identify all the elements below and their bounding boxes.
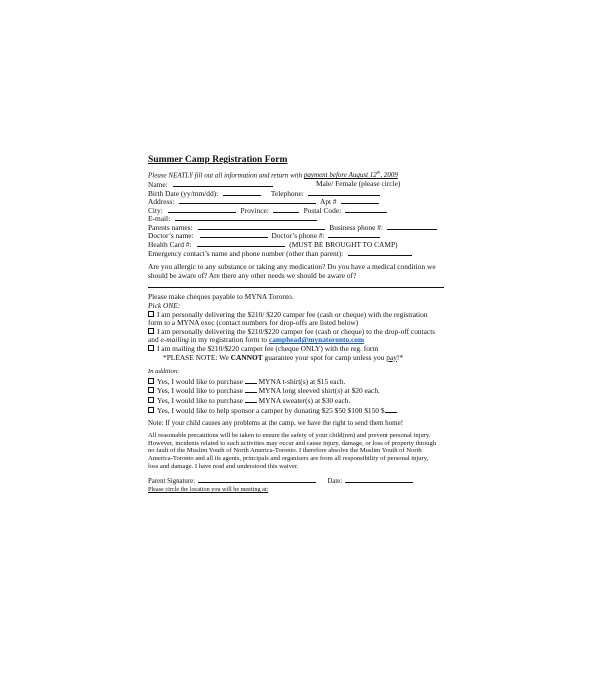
email-label: E-mail:	[148, 214, 171, 224]
cannot-emphasis: CANNOT	[230, 352, 263, 362]
name-row	[148, 180, 448, 189]
signature-row	[148, 476, 448, 485]
addon-sweater[interactable]	[148, 396, 448, 406]
telephone-field[interactable]	[308, 189, 380, 196]
checkbox-icon[interactable]	[148, 407, 154, 413]
emergency-row	[148, 249, 448, 258]
payment-option-2-text: I am personally delivering the $210/$220 camper fee (cash or cheque) to the drop-off contacts and	[148, 326, 436, 345]
pick-one-label: Pick ONE:	[148, 301, 181, 311]
parent-signature-label: Parent Signature:	[148, 477, 196, 485]
postal-code-label: Postal Code:	[303, 205, 342, 215]
birth-row	[148, 189, 448, 198]
parents-names-field[interactable]	[198, 223, 325, 230]
deadline-year: , 2009	[380, 171, 398, 180]
addon-tshirt-prefix: Yes, I would like to purchase	[157, 376, 245, 386]
please-note-suffix: !*	[396, 352, 404, 362]
checkbox-icon[interactable]	[148, 328, 154, 334]
please-note-mid: guarantee your spot for camp unless you	[262, 352, 387, 362]
instructions	[148, 169, 448, 180]
payment-option-2-suffix: in my registration form to	[188, 335, 269, 345]
medical-answer-field[interactable]	[148, 280, 444, 288]
doctor-name-label: Doctor’s name:	[148, 231, 194, 241]
name-field[interactable]	[173, 180, 273, 187]
health-card-field[interactable]	[197, 240, 285, 247]
addon-tshirt-suffix: MYNA t-shirt(s) at $15 each.	[256, 376, 346, 386]
checkbox-icon[interactable]	[148, 378, 154, 384]
long-sleeve-quantity-field[interactable]	[245, 386, 257, 393]
payment-option-3-text: I am mailing the $210/$220 camper fee (cheque ONLY) with the reg. form	[157, 344, 379, 354]
registration-form	[148, 155, 448, 495]
gender-label[interactable]: Male/ Female (please circle)	[316, 178, 401, 188]
checkbox-icon[interactable]	[148, 311, 154, 317]
address-label: Address:	[148, 197, 175, 207]
address-row	[148, 197, 448, 206]
doctor-row	[148, 231, 448, 240]
health-card-row	[148, 240, 448, 249]
payment-option-2[interactable]	[148, 328, 438, 345]
apt-field[interactable]	[341, 197, 379, 204]
health-card-label: Health Card #:	[148, 240, 192, 250]
doctor-phone-label: Doctor’s phone #:	[271, 231, 325, 241]
parents-names-label: Parents names:	[148, 222, 193, 232]
sweater-quantity-field[interactable]	[245, 396, 257, 403]
location-note: Please circle the location you will be meeting at:	[148, 486, 269, 494]
addon-sponsor-prefix: Yes, I would like to help sponsor a camper by donating $25 $50 $100 $150 $	[157, 405, 385, 415]
deadline-sup: th	[376, 170, 381, 175]
checkbox-icon[interactable]	[148, 345, 154, 351]
form-title: Summer Camp Registration Form	[148, 155, 288, 165]
in-addition-label: In addition:	[148, 368, 180, 376]
addon-sweater-suffix: MYNA sweater(s) at $30 each.	[256, 395, 351, 405]
donation-amount-field[interactable]	[385, 406, 397, 413]
deadline-text: payment before August 12	[303, 171, 377, 180]
business-phone-field[interactable]	[387, 223, 437, 230]
parent-signature-field[interactable]	[198, 476, 316, 483]
payment-option-1[interactable]	[148, 311, 438, 328]
please-note-prefix: *PLEASE NOTE: We	[163, 352, 231, 362]
doctor-phone-field[interactable]	[328, 231, 380, 238]
health-card-note: (MUST BE BROUGHT TO CAMP)	[289, 240, 398, 250]
telephone-label: Telephone:	[270, 188, 304, 198]
parents-row	[148, 223, 448, 232]
email-field[interactable]	[175, 214, 317, 221]
addon-long-sleeve-prefix: Yes, I would like to purchase	[157, 386, 245, 396]
email-row	[148, 214, 448, 223]
cheques-note: Please make cheques payable to MYNA Toronto.	[148, 292, 294, 302]
addon-sponsor[interactable]	[148, 406, 448, 416]
payment-option-1-text: I am personally delivering the $210/ $220 camper fee (cash or cheque) with the registration form to a MYNA exec (contact numbers for drop-offs are listed below)	[148, 309, 428, 328]
name-label: Name:	[148, 179, 168, 189]
date-field[interactable]	[345, 476, 413, 483]
instructions-text: Please NEATLY fill out all information and return with	[148, 171, 304, 180]
emergency-contact-label: Emergency contact’s name and phone number (other than parent):	[148, 248, 344, 258]
addon-long-sleeve[interactable]	[148, 386, 448, 396]
checkbox-icon[interactable]	[148, 397, 154, 403]
province-label: Province:	[240, 205, 269, 215]
addon-tshirt[interactable]	[148, 377, 448, 387]
postal-code-field[interactable]	[345, 206, 387, 213]
addon-sweater-prefix: Yes, I would like to purchase	[157, 395, 245, 405]
city-row	[148, 206, 448, 215]
waiver-text: All reasonable precautions will be taken to ensure the safety of your child(ren) and prevent personal injury. However, incidents related to such activities may occur and cause injury, damage, or loss of property through no fault of the Muslim Youth of North America-Toronto. I therefore absolve the Muslim Youth of North America-Toronto and all its agents, principals and organisers are from all responsibility of personal injury, loss and damage. I have read and understood this waiver.	[148, 431, 437, 470]
emailing-text: e-mailing	[160, 335, 189, 345]
birth-date-field[interactable]	[223, 189, 261, 196]
addon-long-sleeve-suffix: MYNA long sleeved shirt(s) at $20 each.	[256, 386, 380, 396]
birth-date-label: Birth Date (yy/mm/dd):	[148, 188, 219, 198]
medical-question: Are you allergic to any substance or taking any medication? Do you have a medical condition we should be aware of? Are there any other needs we should be aware of?	[148, 262, 436, 280]
checkbox-icon[interactable]	[148, 387, 154, 393]
doctor-name-field[interactable]	[200, 231, 268, 238]
city-field[interactable]	[168, 206, 236, 213]
address-field[interactable]	[179, 197, 316, 204]
date-label: Date:	[327, 477, 343, 485]
province-field[interactable]	[273, 206, 299, 213]
city-label: City:	[148, 205, 163, 215]
apt-label: Apt #	[320, 197, 337, 207]
tshirt-quantity-field[interactable]	[245, 377, 257, 384]
pay-emphasis: pay	[386, 352, 397, 362]
please-note	[148, 354, 448, 363]
emergency-contact-field[interactable]	[348, 249, 412, 256]
note-problems: Note: If your child causes any problems at the camp, we have the right to send them home!	[148, 419, 404, 428]
business-phone-label: Business phone #:	[329, 222, 384, 232]
email-link[interactable]: camphead@mynatoronto.com	[268, 335, 365, 345]
